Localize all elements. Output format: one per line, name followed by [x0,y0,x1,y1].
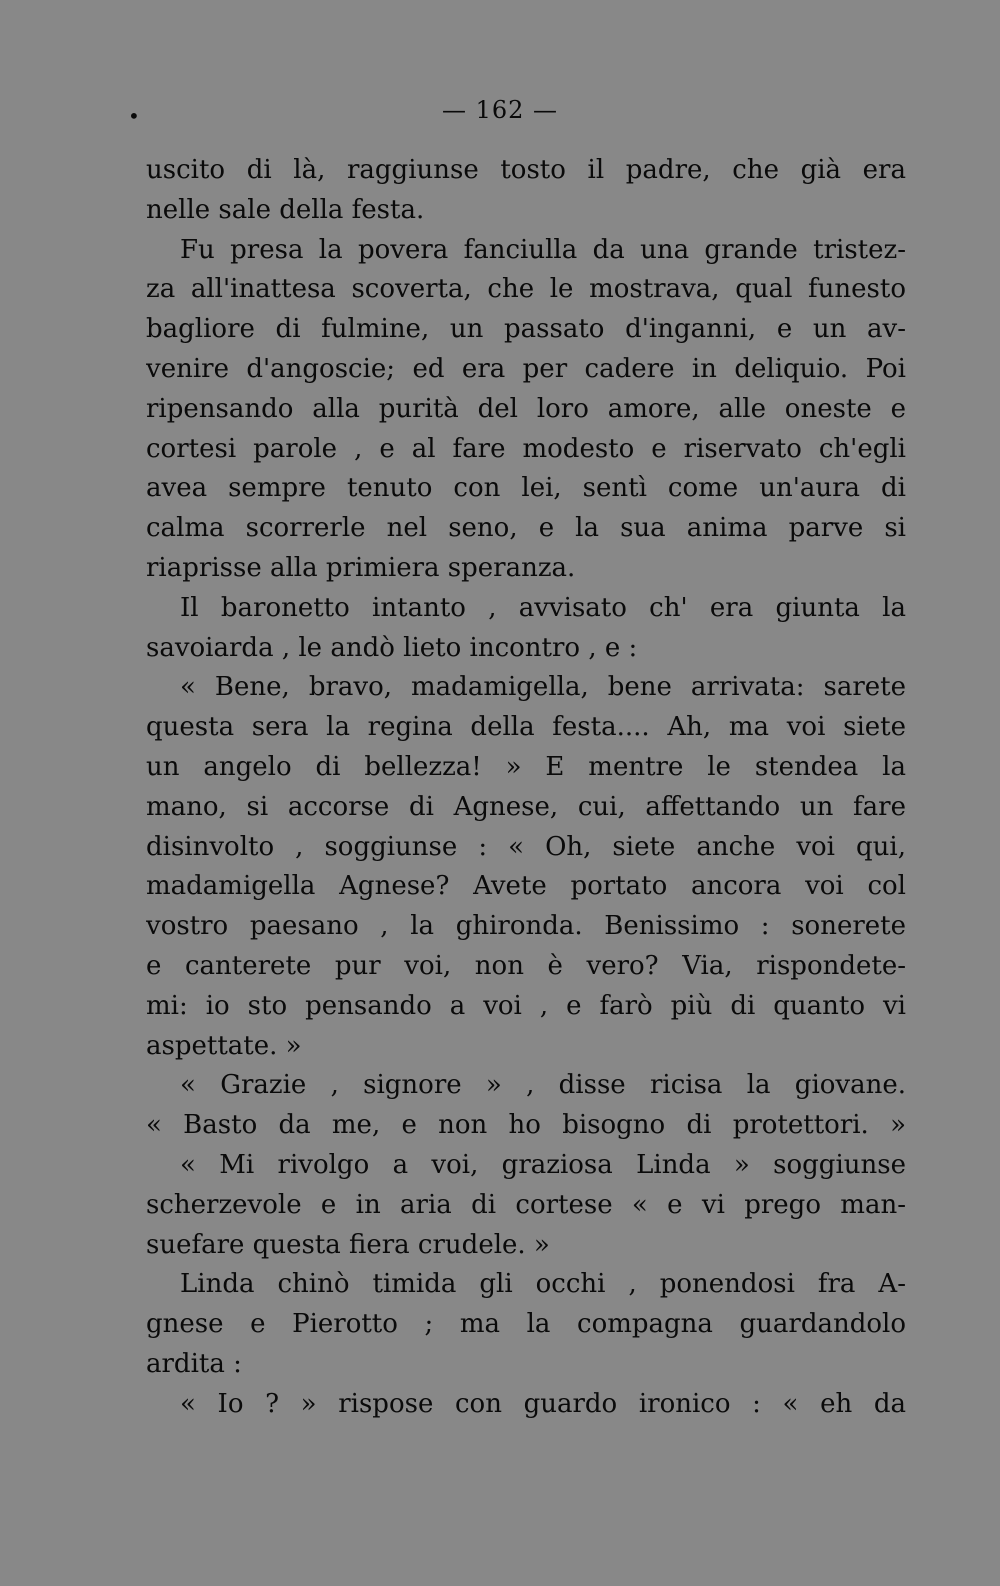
text-line: « Basto da me, e non ho bisogno di protettori. » [146,1110,906,1141]
text-line: « Bene, bravo, madamigella, bene arrivata: sarete [180,672,906,703]
text-line: « Mi rivolgo a voi, graziosa Linda » soggiunse [180,1149,906,1180]
text-line: uscito di là, raggiunse tosto il padre, che già era [146,155,906,185]
text-line: calma scorrerle nel seno, e la sua anima parve si [146,513,906,544]
text-line: Il baronetto intanto , avvisato ch' era giunta la [180,592,906,623]
text-line: scherzevole e in aria di cortese « e vi prego man- [146,1189,906,1220]
text-line: cortesi parole , e al fare modesto e riservato ch'egli [146,433,906,464]
text-line: savoiarda , le andò lieto incontro , e : [146,632,638,663]
text-line: « Io ? » rispose con guardo ironico : « eh da [180,1388,906,1419]
text-line: mi: io sto pensando a voi , e farò più di quanto vi [146,990,906,1021]
text-line: gnese e Pierotto ; ma la compagna guardandolo [146,1309,906,1340]
text-line: e canterete pur voi, non è vero? Via, rispondete- [146,950,906,981]
text-line: za all'inattesa scoverta, che le mostrava, qual funesto [146,274,906,305]
text-line: Fu presa la povera fanciulla da una grande tristez- [180,234,906,265]
text-line: disinvolto , soggiunse : « Oh, siete anche voi qui, [146,831,906,862]
text-line: questa sera la regina della festa.... Ah, ma voi siete [146,712,906,743]
text-line: riaprisse alla primiera speranza. [146,552,576,583]
text-line: ardita : [146,1348,242,1379]
stray-mark: • [128,104,140,128]
body-text [146,151,906,1425]
text-line: Linda chinò timida gli occhi , ponendosi fra A- [180,1269,906,1300]
text-line: un angelo di bellezza! » E mentre le stendea la [146,751,906,782]
text-line: mano, si accorse di Agnese, cui, affettando un fare [146,791,906,822]
text-line: bagliore di fulmine, un passato d'inganni, e un av- [146,314,906,345]
text-line: vostro paesano , la ghironda. Benissimo : sonerete [146,911,906,942]
text-line: suefare questa fiera crudele. » [146,1229,550,1260]
text-line: venire d'angoscie; ed era per cadere in deliquio. Poi [146,353,906,384]
text-line: ripensando alla purità del loro amore, alle oneste e [146,393,906,424]
text-line: madamigella Agnese? Avete portato ancora voi col [146,871,906,902]
text-line: « Grazie , signore » , disse ricisa la giovane. [180,1070,906,1101]
text-line: nelle sale della festa. [146,194,425,225]
text-line: avea sempre tenuto con lei, sentì come un'aura di [146,473,906,504]
page-number: — 162 — [441,96,559,124]
text-line: aspettate. » [146,1030,302,1061]
